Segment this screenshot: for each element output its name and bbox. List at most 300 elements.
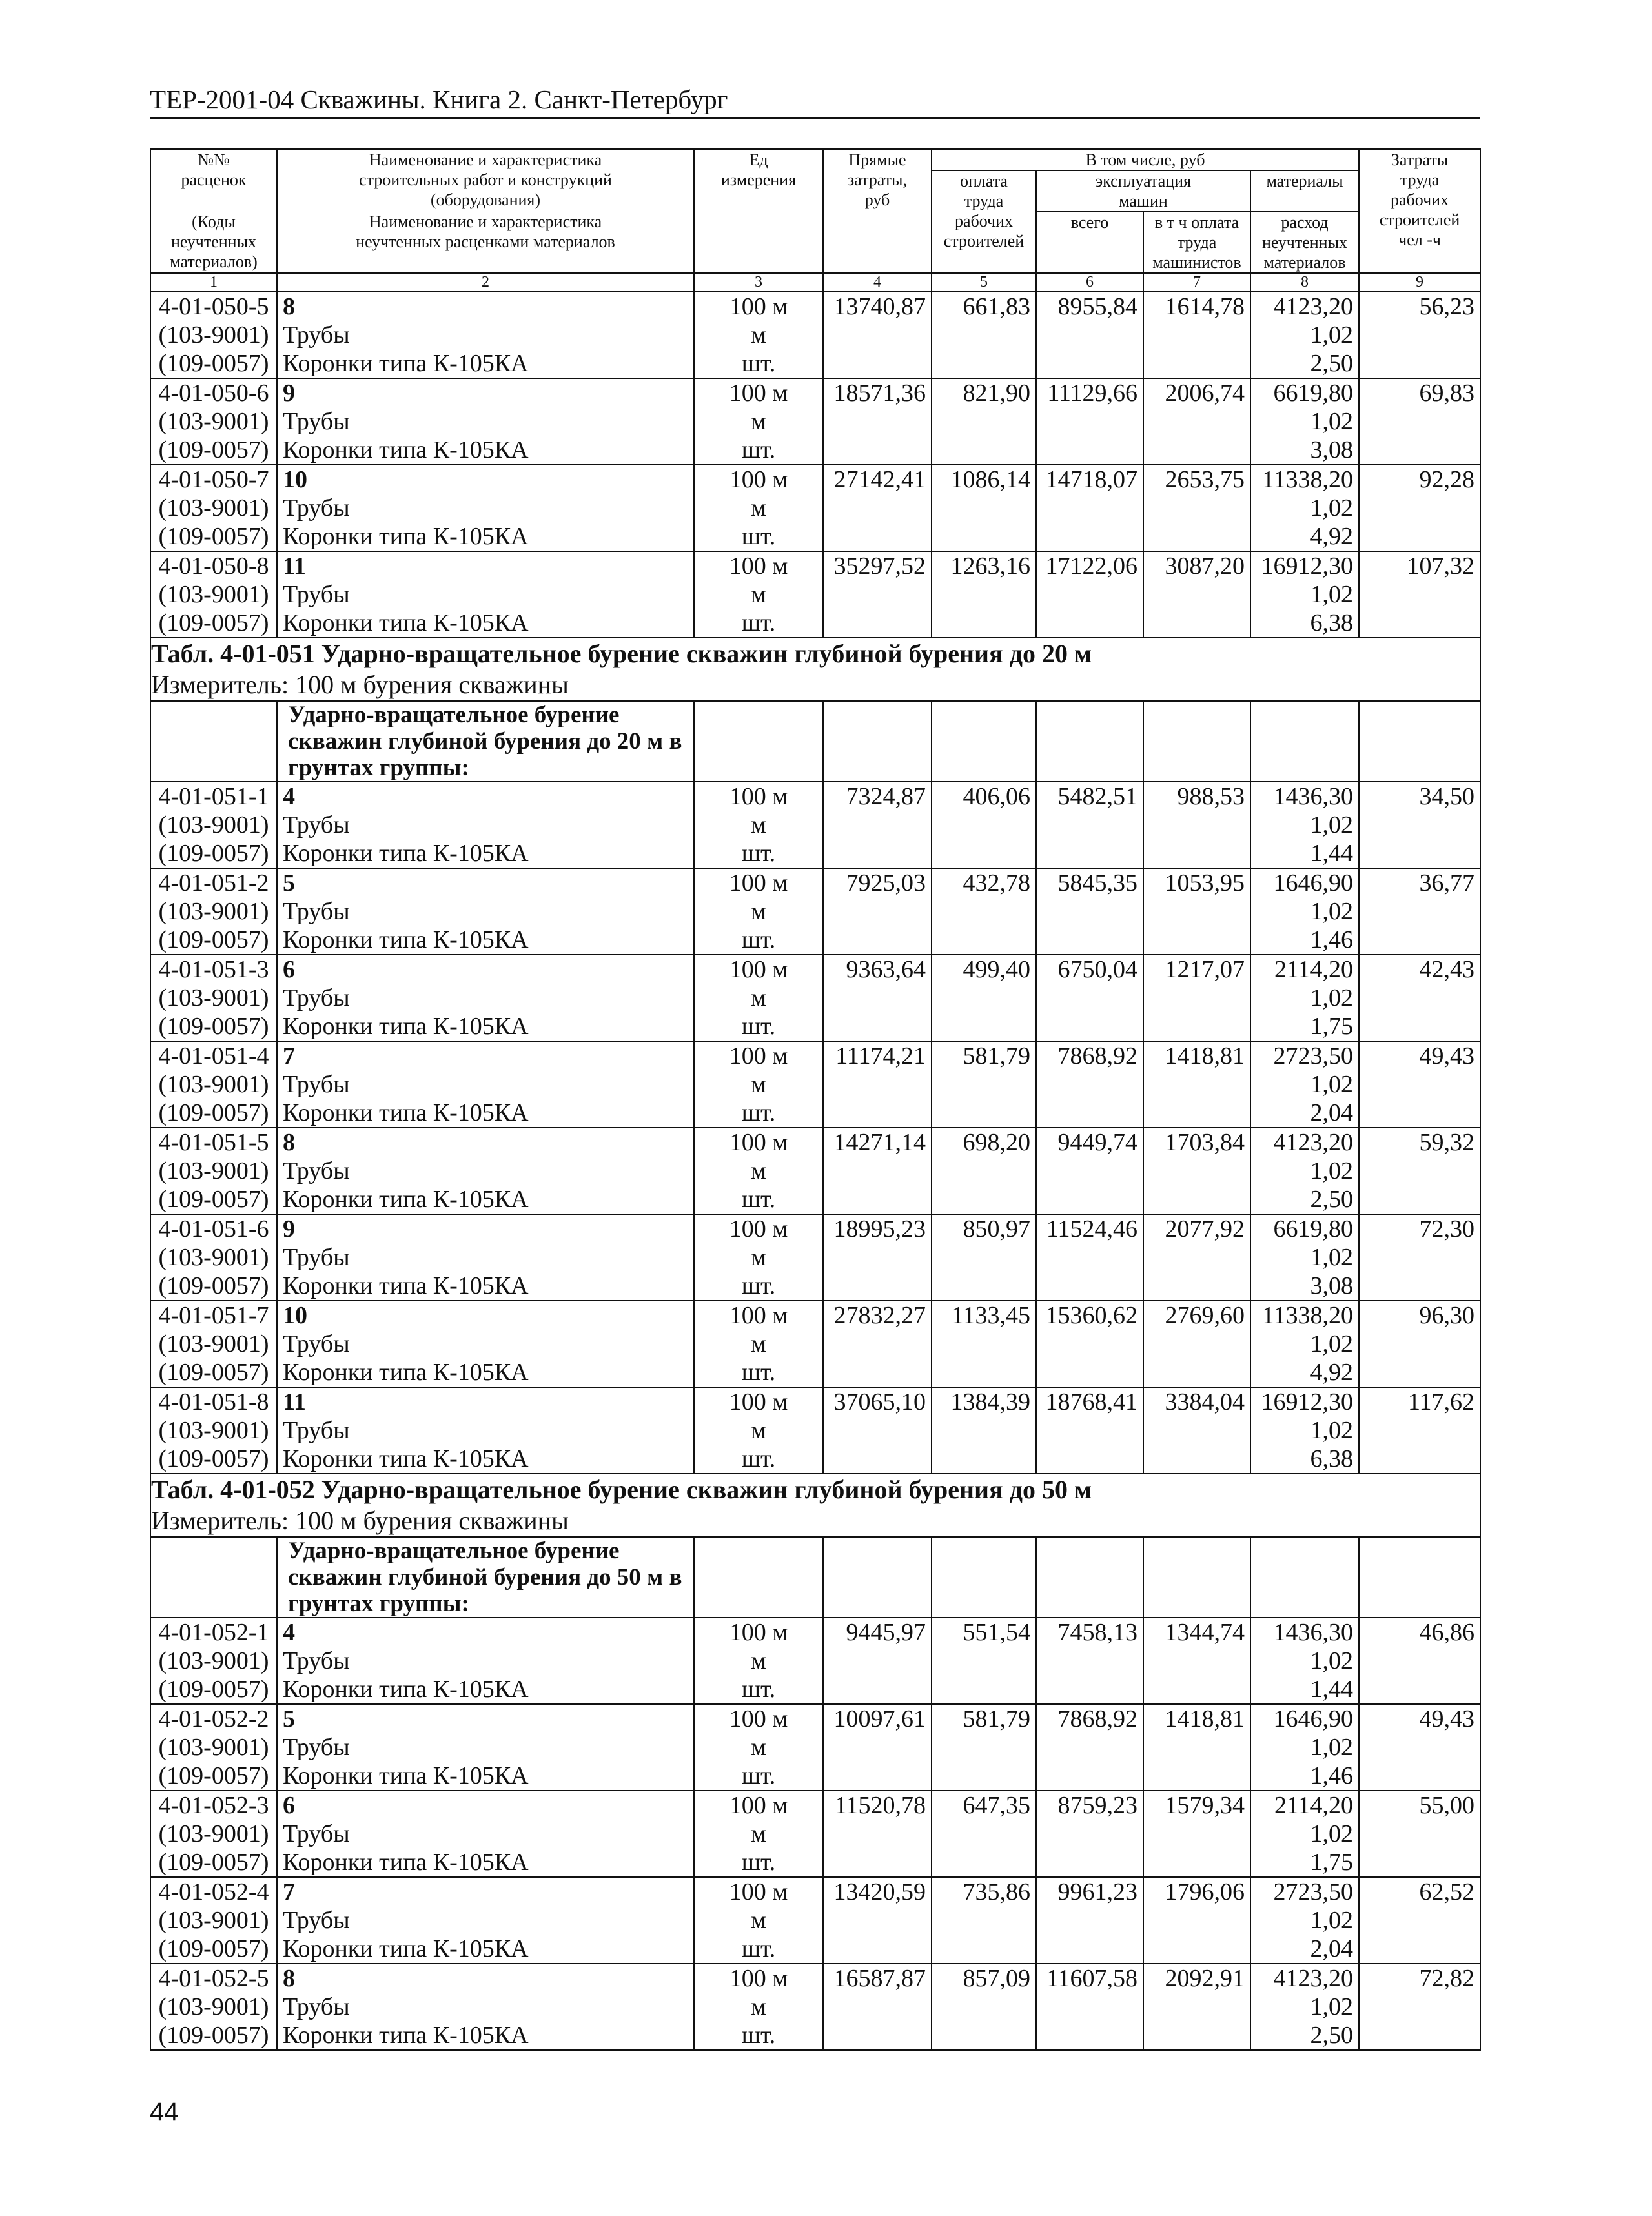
material-consumption: 4,92 (1250, 1358, 1359, 1387)
material-unit: шт. (694, 1935, 823, 1964)
header-material-name: Наименование и характеристика неучтенных расценками материалов (277, 212, 694, 273)
empty-cell (932, 811, 1036, 839)
material-consumption: 1,02 (1250, 494, 1359, 522)
machine-total: 5482,51 (1036, 782, 1143, 811)
empty-cell (1036, 407, 1143, 436)
empty-cell (1359, 1358, 1480, 1387)
empty-cell (823, 407, 932, 436)
column-number: 9 (1359, 273, 1480, 292)
empty-cell (932, 1243, 1036, 1272)
group-title-row (150, 701, 1480, 782)
machinist-pay: 1344,74 (1143, 1618, 1250, 1647)
soil-group: 4 (277, 782, 694, 811)
material-row (150, 1099, 1480, 1128)
empty-cell (1036, 321, 1143, 349)
group-title (277, 701, 694, 782)
group-title-line: Ударно-вращательное бурение (288, 702, 620, 728)
empty-cell (932, 1675, 1036, 1704)
rate-row (150, 1128, 1480, 1157)
unit: 100 м (694, 465, 823, 494)
rate-code: 4-01-051-6 (150, 1214, 277, 1243)
material-consumption: 1,46 (1250, 1762, 1359, 1791)
empty-cell (1036, 1762, 1143, 1791)
materials: 1436,30 (1250, 1618, 1359, 1647)
material-code: (109-0057) (150, 1675, 277, 1704)
empty-cell (1143, 1993, 1250, 2021)
worker-pay: 581,79 (932, 1041, 1036, 1070)
empty-cell (1143, 1416, 1250, 1445)
material-row (150, 1272, 1480, 1301)
material-name: Трубы (277, 407, 694, 436)
machinist-pay: 1217,07 (1143, 955, 1250, 984)
material-row (150, 321, 1480, 349)
empty-cell (1036, 349, 1143, 378)
unit: 100 м (694, 1301, 823, 1330)
empty-cell (932, 1416, 1036, 1445)
material-row (150, 839, 1480, 868)
page-header: ТЕР-2001-04 Скважины. Книга 2. Санкт-Петербург (150, 83, 1480, 119)
material-consumption: 6,38 (1250, 1445, 1359, 1474)
rate-row (150, 378, 1480, 407)
header-direct-costs: Прямые затраты, руб (823, 149, 932, 273)
empty-cell (823, 1675, 932, 1704)
material-unit: м (694, 1243, 823, 1272)
empty-cell (1143, 522, 1250, 551)
material-consumption: 6,38 (1250, 609, 1359, 638)
machinist-pay: 1418,81 (1143, 1704, 1250, 1733)
worker-pay: 850,97 (932, 1214, 1036, 1243)
machinist-pay: 3087,20 (1143, 551, 1250, 580)
group-title-line: Ударно-вращательное бурение (288, 1538, 620, 1564)
material-code: (109-0057) (150, 1185, 277, 1214)
labor-hours: 42,43 (1359, 955, 1480, 984)
empty-cell (1036, 1099, 1143, 1128)
material-consumption: 2,50 (1250, 2021, 1359, 2050)
material-row (150, 1762, 1480, 1791)
column-number: 3 (694, 273, 823, 292)
empty-cell (1036, 522, 1143, 551)
labor-hours: 36,77 (1359, 868, 1480, 897)
labor-hours: 34,50 (1359, 782, 1480, 811)
material-code: (109-0057) (150, 1099, 277, 1128)
material-row (150, 436, 1480, 465)
machine-total: 11524,46 (1036, 1214, 1143, 1243)
worker-pay: 821,90 (932, 378, 1036, 407)
empty-cell (1036, 1272, 1143, 1301)
materials: 2114,20 (1250, 1791, 1359, 1820)
material-code: (103-9001) (150, 321, 277, 349)
empty-cell (1359, 811, 1480, 839)
material-consumption: 1,02 (1250, 1416, 1359, 1445)
material-name: Коронки типа К-105КА (277, 1012, 694, 1041)
empty-cell (932, 1099, 1036, 1128)
soil-group: 7 (277, 1877, 694, 1906)
material-consumption: 2,50 (1250, 349, 1359, 378)
empty-cell (1143, 1537, 1250, 1618)
soil-group: 7 (277, 1041, 694, 1070)
empty-cell (1143, 1099, 1250, 1128)
empty-cell (150, 1537, 277, 1618)
empty-cell (823, 1733, 932, 1762)
empty-cell (1143, 1012, 1250, 1041)
material-row (150, 1445, 1480, 1474)
material-row (150, 926, 1480, 955)
worker-pay: 735,86 (932, 1877, 1036, 1906)
material-code: (103-9001) (150, 494, 277, 522)
empty-cell (932, 984, 1036, 1012)
soil-group: 4 (277, 1618, 694, 1647)
empty-cell (1036, 839, 1143, 868)
empty-cell (1036, 1070, 1143, 1099)
material-name: Коронки типа К-105КА (277, 349, 694, 378)
machinist-pay: 2092,91 (1143, 1964, 1250, 1993)
empty-cell (1359, 1733, 1480, 1762)
material-code: (109-0057) (150, 1848, 277, 1877)
empty-cell (823, 1099, 932, 1128)
empty-cell (823, 1445, 932, 1474)
labor-hours: 72,30 (1359, 1214, 1480, 1243)
empty-cell (823, 897, 932, 926)
empty-cell (823, 1185, 932, 1214)
direct-costs: 27142,41 (823, 465, 932, 494)
empty-cell (1359, 349, 1480, 378)
empty-cell (1036, 1848, 1143, 1877)
empty-cell (823, 811, 932, 839)
soil-group: 5 (277, 1704, 694, 1733)
empty-cell (823, 609, 932, 638)
empty-cell (1036, 1675, 1143, 1704)
materials: 1646,90 (1250, 868, 1359, 897)
material-name: Трубы (277, 494, 694, 522)
material-code: (109-0057) (150, 1762, 277, 1791)
empty-cell (1036, 1647, 1143, 1675)
empty-cell (823, 349, 932, 378)
material-name: Коронки типа К-105КА (277, 609, 694, 638)
rate-code: 4-01-051-5 (150, 1128, 277, 1157)
empty-cell (932, 580, 1036, 609)
empty-cell (1143, 1185, 1250, 1214)
material-row (150, 984, 1480, 1012)
material-consumption: 2,50 (1250, 1185, 1359, 1214)
header-machine-operation: эксплуатация машин (1036, 170, 1250, 212)
material-row (150, 407, 1480, 436)
empty-cell (1359, 407, 1480, 436)
material-row (150, 349, 1480, 378)
empty-cell (932, 522, 1036, 551)
empty-cell (823, 701, 932, 782)
empty-cell (1143, 436, 1250, 465)
rate-row (150, 1387, 1480, 1416)
empty-cell (932, 1762, 1036, 1791)
header-material-consumption: расход неучтенных материалов (1250, 212, 1359, 273)
section-title-cell (150, 1474, 1480, 1537)
empty-cell (823, 1537, 932, 1618)
material-name: Трубы (277, 1993, 694, 2021)
machine-total: 14718,07 (1036, 465, 1143, 494)
empty-cell (932, 609, 1036, 638)
material-code: (103-9001) (150, 407, 277, 436)
material-row (150, 1330, 1480, 1358)
material-unit: м (694, 1070, 823, 1099)
machinist-pay: 2769,60 (1143, 1301, 1250, 1330)
empty-cell (823, 522, 932, 551)
direct-costs: 27832,27 (823, 1301, 932, 1330)
empty-cell (1036, 1012, 1143, 1041)
material-code: (103-9001) (150, 1647, 277, 1675)
material-name: Коронки типа К-105КА (277, 2021, 694, 2050)
material-unit: шт. (694, 1272, 823, 1301)
empty-cell (932, 1935, 1036, 1964)
empty-cell (932, 1820, 1036, 1848)
materials: 4123,20 (1250, 1128, 1359, 1157)
material-consumption: 4,92 (1250, 522, 1359, 551)
material-unit: м (694, 984, 823, 1012)
machinist-pay: 2006,74 (1143, 378, 1250, 407)
material-name: Трубы (277, 321, 694, 349)
empty-cell (1143, 811, 1250, 839)
rate-row (150, 1214, 1480, 1243)
empty-cell (1036, 701, 1143, 782)
unit: 100 м (694, 1128, 823, 1157)
material-code: (103-9001) (150, 897, 277, 926)
materials: 6619,80 (1250, 1214, 1359, 1243)
soil-group: 11 (277, 1387, 694, 1416)
material-name: Трубы (277, 811, 694, 839)
labor-hours: 55,00 (1359, 1791, 1480, 1820)
empty-cell (1143, 1935, 1250, 1964)
group-title-line: грунтах группы: (288, 1591, 469, 1617)
section-measure: Измеритель: 100 м бурения скважины (151, 1506, 569, 1535)
material-consumption: 1,75 (1250, 1012, 1359, 1041)
material-row (150, 1848, 1480, 1877)
soil-group: 9 (277, 1214, 694, 1243)
material-row (150, 1185, 1480, 1214)
empty-cell (932, 1537, 1036, 1618)
empty-cell (1036, 1358, 1143, 1387)
empty-cell (823, 1647, 932, 1675)
material-name: Коронки типа К-105КА (277, 436, 694, 465)
material-unit: м (694, 321, 823, 349)
material-row (150, 1358, 1480, 1387)
empty-cell (932, 839, 1036, 868)
material-code: (103-9001) (150, 1733, 277, 1762)
column-number: 6 (1036, 273, 1143, 292)
empty-cell (1359, 1243, 1480, 1272)
materials: 1646,90 (1250, 1704, 1359, 1733)
empty-cell (932, 2021, 1036, 2050)
material-code: (103-9001) (150, 1157, 277, 1185)
header-material-codes: (Коды неучтенных материалов) (150, 212, 277, 273)
empty-cell (1143, 1820, 1250, 1848)
materials: 2114,20 (1250, 955, 1359, 984)
empty-cell (1143, 1330, 1250, 1358)
group-title (277, 1537, 694, 1618)
labor-hours: 96,30 (1359, 1301, 1480, 1330)
material-consumption: 1,02 (1250, 1157, 1359, 1185)
material-row (150, 1935, 1480, 1964)
rate-code: 4-01-051-1 (150, 782, 277, 811)
material-row (150, 1416, 1480, 1445)
soil-group: 8 (277, 292, 694, 321)
empty-cell (932, 407, 1036, 436)
empty-cell (1359, 1762, 1480, 1791)
material-consumption: 1,02 (1250, 321, 1359, 349)
empty-cell (1036, 494, 1143, 522)
material-name: Коронки типа К-105КА (277, 1358, 694, 1387)
materials: 11338,20 (1250, 1301, 1359, 1330)
empty-cell (1143, 1848, 1250, 1877)
material-unit: шт. (694, 1445, 823, 1474)
column-number: 5 (932, 273, 1036, 292)
material-name: Трубы (277, 1157, 694, 1185)
direct-costs: 7324,87 (823, 782, 932, 811)
empty-cell (1359, 984, 1480, 1012)
empty-cell (1143, 1762, 1250, 1791)
empty-cell (1036, 1330, 1143, 1358)
materials: 16912,30 (1250, 551, 1359, 580)
header-materials: материалы (1250, 170, 1359, 212)
empty-cell (1359, 1820, 1480, 1848)
empty-cell (932, 1070, 1036, 1099)
material-name: Коронки типа К-105КА (277, 1848, 694, 1877)
column-numbers-row (150, 273, 1480, 292)
material-unit: м (694, 1906, 823, 1935)
header-including: В том числе, руб (932, 149, 1359, 170)
labor-hours: 69,83 (1359, 378, 1480, 407)
material-consumption: 3,08 (1250, 1272, 1359, 1301)
worker-pay: 581,79 (932, 1704, 1036, 1733)
empty-cell (932, 1993, 1036, 2021)
empty-cell (1359, 1099, 1480, 1128)
empty-cell (932, 349, 1036, 378)
empty-cell (932, 926, 1036, 955)
empty-cell (1359, 1416, 1480, 1445)
material-code: (109-0057) (150, 1935, 277, 1964)
empty-cell (1036, 1820, 1143, 1848)
empty-cell (1143, 1675, 1250, 1704)
direct-costs: 37065,10 (823, 1387, 932, 1416)
material-row (150, 1243, 1480, 1272)
empty-cell (932, 321, 1036, 349)
empty-cell (932, 1330, 1036, 1358)
empty-cell (1359, 1537, 1480, 1618)
material-consumption: 1,02 (1250, 1243, 1359, 1272)
empty-cell (1143, 1243, 1250, 1272)
material-name: Трубы (277, 1906, 694, 1935)
material-consumption: 1,44 (1250, 1675, 1359, 1704)
direct-costs: 18571,36 (823, 378, 932, 407)
table-section-title (150, 1474, 1480, 1537)
worker-pay: 698,20 (932, 1128, 1036, 1157)
machine-total: 18768,41 (1036, 1387, 1143, 1416)
material-unit: шт. (694, 1358, 823, 1387)
empty-cell (932, 1906, 1036, 1935)
soil-group: 10 (277, 1301, 694, 1330)
empty-cell (1359, 1445, 1480, 1474)
empty-cell (1036, 2021, 1143, 2050)
soil-group: 11 (277, 551, 694, 580)
machine-total: 15360,62 (1036, 1301, 1143, 1330)
machinist-pay: 2653,75 (1143, 465, 1250, 494)
material-unit: шт. (694, 2021, 823, 2050)
labor-hours: 46,86 (1359, 1618, 1480, 1647)
empty-cell (1143, 1070, 1250, 1099)
empty-cell (1359, 1935, 1480, 1964)
machinist-pay: 3384,04 (1143, 1387, 1250, 1416)
direct-costs: 10097,61 (823, 1704, 932, 1733)
empty-cell (823, 1358, 932, 1387)
material-row (150, 811, 1480, 839)
empty-cell (823, 321, 932, 349)
empty-cell (823, 494, 932, 522)
empty-cell (932, 1445, 1036, 1474)
empty-cell (1359, 1993, 1480, 2021)
page-number: 44 (150, 2098, 179, 2126)
soil-group: 9 (277, 378, 694, 407)
empty-cell (1036, 1993, 1143, 2021)
section-title: Табл. 4-01-051 Ударно-вращательное бурение скважин глубиной бурения до 20 м (151, 639, 1092, 668)
header-machine-total: всего (1036, 212, 1143, 273)
material-unit: шт. (694, 926, 823, 955)
material-row (150, 1157, 1480, 1185)
empty-cell (1359, 494, 1480, 522)
empty-cell (1250, 1537, 1359, 1618)
materials: 4123,20 (1250, 1964, 1359, 1993)
material-unit: м (694, 494, 823, 522)
empty-cell (1143, 407, 1250, 436)
empty-cell (1143, 984, 1250, 1012)
machine-total: 9449,74 (1036, 1128, 1143, 1157)
empty-cell (823, 436, 932, 465)
empty-cell (1036, 984, 1143, 1012)
rate-code: 4-01-052-5 (150, 1964, 277, 1993)
labor-hours: 72,82 (1359, 1964, 1480, 1993)
machinist-pay: 1703,84 (1143, 1128, 1250, 1157)
empty-cell (1036, 1445, 1143, 1474)
rate-row (150, 1704, 1480, 1733)
empty-cell (1143, 839, 1250, 868)
rates-table (150, 148, 1481, 2051)
material-consumption: 2,04 (1250, 1099, 1359, 1128)
material-name: Коронки типа К-105КА (277, 1762, 694, 1791)
worker-pay: 661,83 (932, 292, 1036, 321)
empty-cell (823, 1906, 932, 1935)
machine-total: 9961,23 (1036, 1877, 1143, 1906)
empty-cell (1143, 701, 1250, 782)
unit: 100 м (694, 378, 823, 407)
labor-hours: 92,28 (1359, 465, 1480, 494)
material-unit: м (694, 1647, 823, 1675)
material-code: (109-0057) (150, 1445, 277, 1474)
rate-row (150, 551, 1480, 580)
soil-group: 6 (277, 1791, 694, 1820)
empty-cell (694, 701, 823, 782)
empty-cell (823, 1012, 932, 1041)
machinist-pay: 2077,92 (1143, 1214, 1250, 1243)
rate-row (150, 465, 1480, 494)
rate-row (150, 782, 1480, 811)
material-row (150, 1820, 1480, 1848)
empty-cell (1359, 1185, 1480, 1214)
material-unit: шт. (694, 436, 823, 465)
direct-costs: 7925,03 (823, 868, 932, 897)
empty-cell (823, 1157, 932, 1185)
group-title-line: скважин глубиной бурения до 20 м в (288, 728, 682, 755)
header-rate-number: №№ расценок (150, 149, 277, 212)
header-machinist-pay: в т ч оплата труда машинистов (1143, 212, 1250, 273)
material-name: Коронки типа К-105КА (277, 1272, 694, 1301)
material-name: Коронки типа К-105КА (277, 1185, 694, 1214)
